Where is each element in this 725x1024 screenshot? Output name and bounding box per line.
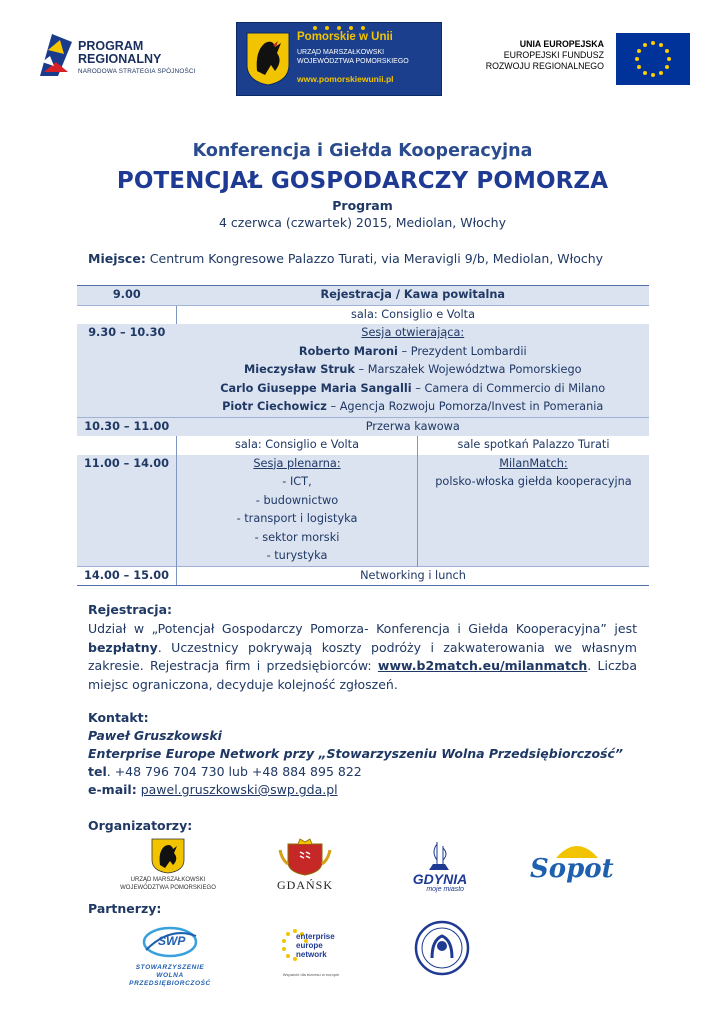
speaker-name: Roberto Maroni — [298, 344, 398, 358]
room-right-cell: sale spotkań Palazzo Turati — [418, 436, 650, 455]
time-cell: 9.30 – 10.30 — [77, 324, 177, 417]
email-label: e-mail: — [88, 782, 137, 797]
eu-logo — [480, 33, 690, 85]
sopot-label: Sopot — [530, 854, 614, 884]
gdansk-coat-of-arms-icon — [278, 838, 332, 876]
pomorskie-w-unii-logo — [236, 22, 442, 96]
registration-text — [88, 620, 637, 694]
speaker-role: – Marszałek Województwa Pomorskiego — [354, 363, 582, 376]
program-regionalny-icon — [38, 32, 74, 78]
program-line2: REGIONALNY — [78, 52, 162, 66]
pomorskie-line2: WOJEWÓDZTWA POMORSKIEGO — [297, 58, 409, 65]
schedule-table — [77, 285, 649, 586]
griffin-crest-icon — [151, 838, 185, 874]
gdynia-logo — [403, 840, 477, 896]
contact-heading: Kontakt: — [88, 710, 149, 725]
speaker-cell — [177, 343, 650, 362]
coffee-break-cell: Przerwa kawowa — [177, 417, 650, 436]
program-line1: PROGRAM — [78, 39, 144, 53]
speaker-name: Piotr Ciechowicz — [222, 400, 327, 413]
program-subtitle: NARODOWA STRATEGIA SPÓJNOŚCI — [78, 68, 196, 75]
registration-part: . Liczba miejsc ograniczona, decyduje kolejność zgłoszeń. — [88, 658, 637, 692]
time-cell — [77, 305, 177, 324]
seal-logo — [414, 920, 472, 978]
contact-name: Paweł Gruszkowski — [88, 728, 222, 743]
een-line2: europe — [296, 941, 323, 950]
speaker-name: Carlo Giuseppe Maria Sangalli — [220, 381, 412, 395]
table-row — [77, 436, 649, 455]
speaker-cell — [177, 380, 650, 399]
registration-text: Rejestracja / Kawa powitalna — [320, 288, 505, 301]
phone-number: . +48 796 704 730 lub +48 884 895 822 — [106, 764, 362, 779]
swp-line1: STOWARZYSZENIE — [135, 964, 205, 971]
gdynia-tagline: moje miasto — [426, 886, 465, 893]
networking-cell: Networking i lunch — [177, 566, 650, 586]
neptune-seal-icon — [414, 920, 470, 976]
partners-heading: Partnerzy: — [88, 901, 162, 916]
gdansk-label: GDAŃSK — [276, 878, 333, 892]
swp-logo — [120, 922, 220, 987]
plenary-topic: - transport i logistyka — [236, 512, 358, 525]
speaker-role: – Camera di Commercio di Milano — [411, 381, 606, 395]
table-row — [77, 455, 649, 567]
pomorskie-line1: URZĄD MARSZAŁKOWSKI — [297, 49, 385, 56]
opening-session-cell — [177, 324, 650, 343]
venue-address: Centrum Kongresowe Palazzo Turati, via Meravigli 9/b, Mediolan, Włochy — [149, 251, 604, 266]
registration-cell — [177, 286, 650, 306]
griffin-crest-icon — [245, 31, 291, 87]
een-tagline: Wsparcie dla biznesu w europie — [282, 972, 340, 977]
registration-link[interactable]: www.b2match.eu/milanmatch — [377, 658, 588, 673]
gdansk-logo — [270, 838, 340, 896]
table-row — [77, 286, 649, 306]
table-row — [77, 324, 649, 343]
een-logo — [276, 922, 346, 984]
venue-label: Miejsce: — [88, 251, 146, 266]
plenary-session-title: Sesja plenarna: — [253, 456, 341, 470]
plenary-topic: - sektor morski — [254, 530, 340, 544]
registration-free: bezpłatny — [88, 639, 158, 655]
plenary-topic: - turystyka — [266, 549, 328, 562]
ship-icon — [419, 840, 459, 872]
time-cell — [77, 436, 177, 455]
speaker-cell — [177, 361, 650, 380]
eu-line2: EUROPEJSKI FUNDUSZ — [503, 50, 604, 60]
table-row — [77, 566, 649, 586]
room-cell: sala: Consiglio e Volta — [177, 305, 650, 324]
table-row — [77, 305, 649, 324]
speaker-role: – Prezydent Lombardii — [397, 344, 527, 358]
table-row — [77, 417, 649, 436]
organizers-heading: Organizatorzy: — [88, 818, 193, 833]
eu-line3: ROZWOJU REGIONALNEGO — [485, 61, 604, 71]
room-left-cell: sala: Consiglio e Volta — [177, 436, 418, 455]
program-label: Program — [332, 198, 393, 213]
registration-part: Udział w „Potencjał Gospodarczy Pomorza- Konferencja i Giełda Kooperacyjna” jest — [88, 621, 637, 636]
pomorskie-title: Pomorskie w Unii — [297, 31, 393, 43]
umwp-line2: WOJEWÓDZTWA POMORSKIEGO — [120, 885, 216, 891]
email-link[interactable]: pawel.gruszkowski@swp.gda.pl — [140, 782, 338, 797]
milanmatch-title: MilanMatch: — [499, 456, 568, 470]
plenary-topic: - ICT, — [282, 475, 312, 488]
umwp-line1: URZĄD MARSZAŁKOWSKI — [130, 877, 206, 883]
contact-phone — [88, 764, 362, 779]
sopot-logo — [530, 840, 614, 896]
event-date: 4 czerwca (czwartek) 2015, Mediolan, Włochy — [219, 215, 506, 230]
een-line3: network — [296, 950, 327, 959]
speaker-role: – Agencja Rozwoju Pomorza/Invest in Pomerania — [326, 400, 604, 413]
contact-organization: Enterprise Europe Network przy „Stowarzyszeniu Wolna Przedsiębiorczość” — [88, 746, 623, 761]
pomorskie-url: www.pomorskiewunii.pl — [297, 74, 394, 84]
swp-line2: WOLNA PRZEDSIĘBIORCZOŚĆ — [129, 972, 211, 987]
time-cell: 14.00 – 15.00 — [77, 566, 177, 586]
umwp-logo — [118, 838, 218, 896]
phone-label: tel — [88, 764, 107, 779]
contact-email — [88, 782, 338, 797]
speaker-name: Mieczysław Struk — [243, 363, 355, 376]
milanmatch-description: polsko-włoska giełda kooperacyjna — [435, 475, 632, 488]
time-cell: 11.00 – 14.00 — [77, 455, 177, 567]
plenary-session-cell — [177, 455, 418, 567]
speaker-cell — [177, 398, 650, 417]
opening-session-title: Sesja otwierająca: — [361, 326, 465, 339]
plenary-topic: - budownictwo — [255, 493, 339, 507]
een-line1: enterprise — [296, 932, 335, 941]
conference-subtitle: Konferencja i Giełda Kooperacyjna — [192, 141, 533, 161]
eu-line1: UNIA EUROPEJSKA — [519, 39, 604, 49]
eu-flag-icon — [616, 33, 690, 85]
venue-line — [88, 251, 603, 266]
registration-heading: Rejestracja: — [88, 602, 173, 617]
gdynia-label: GDYNIA — [412, 871, 468, 887]
time-cell: 9.00 — [77, 286, 177, 306]
program-regionalny-logo — [38, 32, 208, 84]
time-cell: 10.30 – 11.00 — [77, 417, 177, 436]
registration-part: . Uczestnicy pokrywają koszty podróży i zakwaterowania we własnym zakresie. Rejestracja firm i przedsiębiorców: — [88, 639, 637, 673]
milanmatch-cell — [418, 455, 650, 567]
conference-title: POTENCJAŁ GOSPODARCZY POMORZA — [116, 168, 609, 194]
swp-mark: SWP — [158, 934, 186, 948]
